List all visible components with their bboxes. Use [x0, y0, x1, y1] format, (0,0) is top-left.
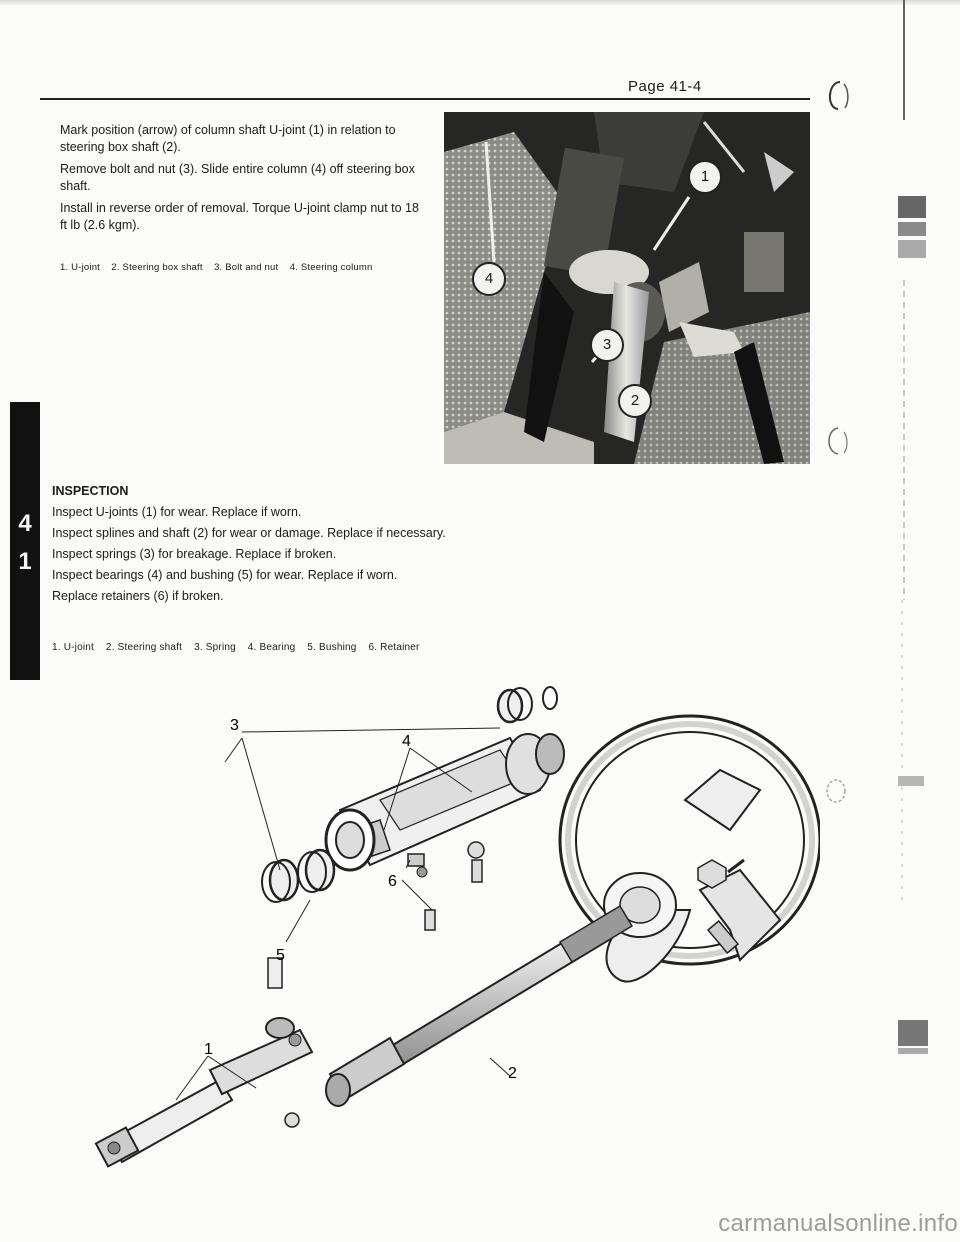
- site-watermark: carmanualsonline.info: [718, 1210, 958, 1237]
- scan-edge: [0, 0, 960, 6]
- inspection-item: Replace retainers (6) if broken.: [52, 589, 224, 603]
- punch-hole-icon: [824, 776, 848, 806]
- punch-hole-icon: [822, 424, 852, 458]
- spring-icon: [262, 850, 334, 902]
- header-rule: [40, 98, 810, 100]
- steering-shaft-icon: [326, 906, 632, 1106]
- punch-hole-icon: [822, 78, 852, 112]
- leader-lines: [176, 728, 510, 1100]
- removal-step-2: Remove bolt and nut (3). Slide entire column (4) off steering box shaft.: [60, 162, 415, 193]
- photo-callout-1: 1: [688, 160, 722, 194]
- steering-exploded-diagram: [80, 680, 820, 1200]
- photo-callout-3: 3: [590, 328, 624, 362]
- section-tab-digit: 1: [18, 548, 32, 575]
- inspection-item: Inspect splines and shaft (2) for wear or damage. Replace if necessary.: [52, 526, 446, 540]
- diagram-label-1: 1: [204, 1041, 213, 1058]
- photo-callout-4: 4: [472, 262, 506, 296]
- diagram-label-2: 2: [508, 1065, 517, 1082]
- removal-step-3: Install in reverse order of removal. Torque U-joint clamp nut to 18 ft lb (2.6 kgm).: [60, 201, 419, 232]
- diagram-label-5: 5: [276, 947, 285, 964]
- inspection-legend: 1. U-joint 2. Steering shaft 3. Spring 4. Bearing 5. Bushing 6. Retainer: [52, 642, 420, 653]
- page-number: Page 41-4: [628, 78, 702, 95]
- inspection-title: INSPECTION: [52, 484, 129, 498]
- diagram-label-3: 3: [230, 717, 239, 734]
- diagram-label-4: 4: [402, 733, 411, 750]
- removal-legend: 1. U-joint 2. Steering box shaft 3. Bolt and nut 4. Steering column: [60, 262, 373, 273]
- retainer-icon: [408, 842, 484, 930]
- inspection-item: Inspect bearings (4) and bushing (5) for wear. Replace if worn.: [52, 568, 398, 582]
- inspection-item: Inspect U-joints (1) for wear. Replace if worn.: [52, 505, 302, 519]
- inspection-item: Inspect springs (3) for breakage. Replace if broken.: [52, 547, 337, 561]
- section-tab-digit: 4: [18, 510, 32, 537]
- diagram-label-6: 6: [388, 873, 397, 890]
- removal-step-1: Mark position (arrow) of column shaft U-joint (1) in relation to steering box shaft (2).: [60, 123, 396, 154]
- scan-margin: [898, 0, 938, 1242]
- bushing-icon: [498, 687, 557, 722]
- photo-callout-2: 2: [618, 384, 652, 418]
- steering-photo: [444, 112, 810, 464]
- section-tab: [10, 402, 40, 680]
